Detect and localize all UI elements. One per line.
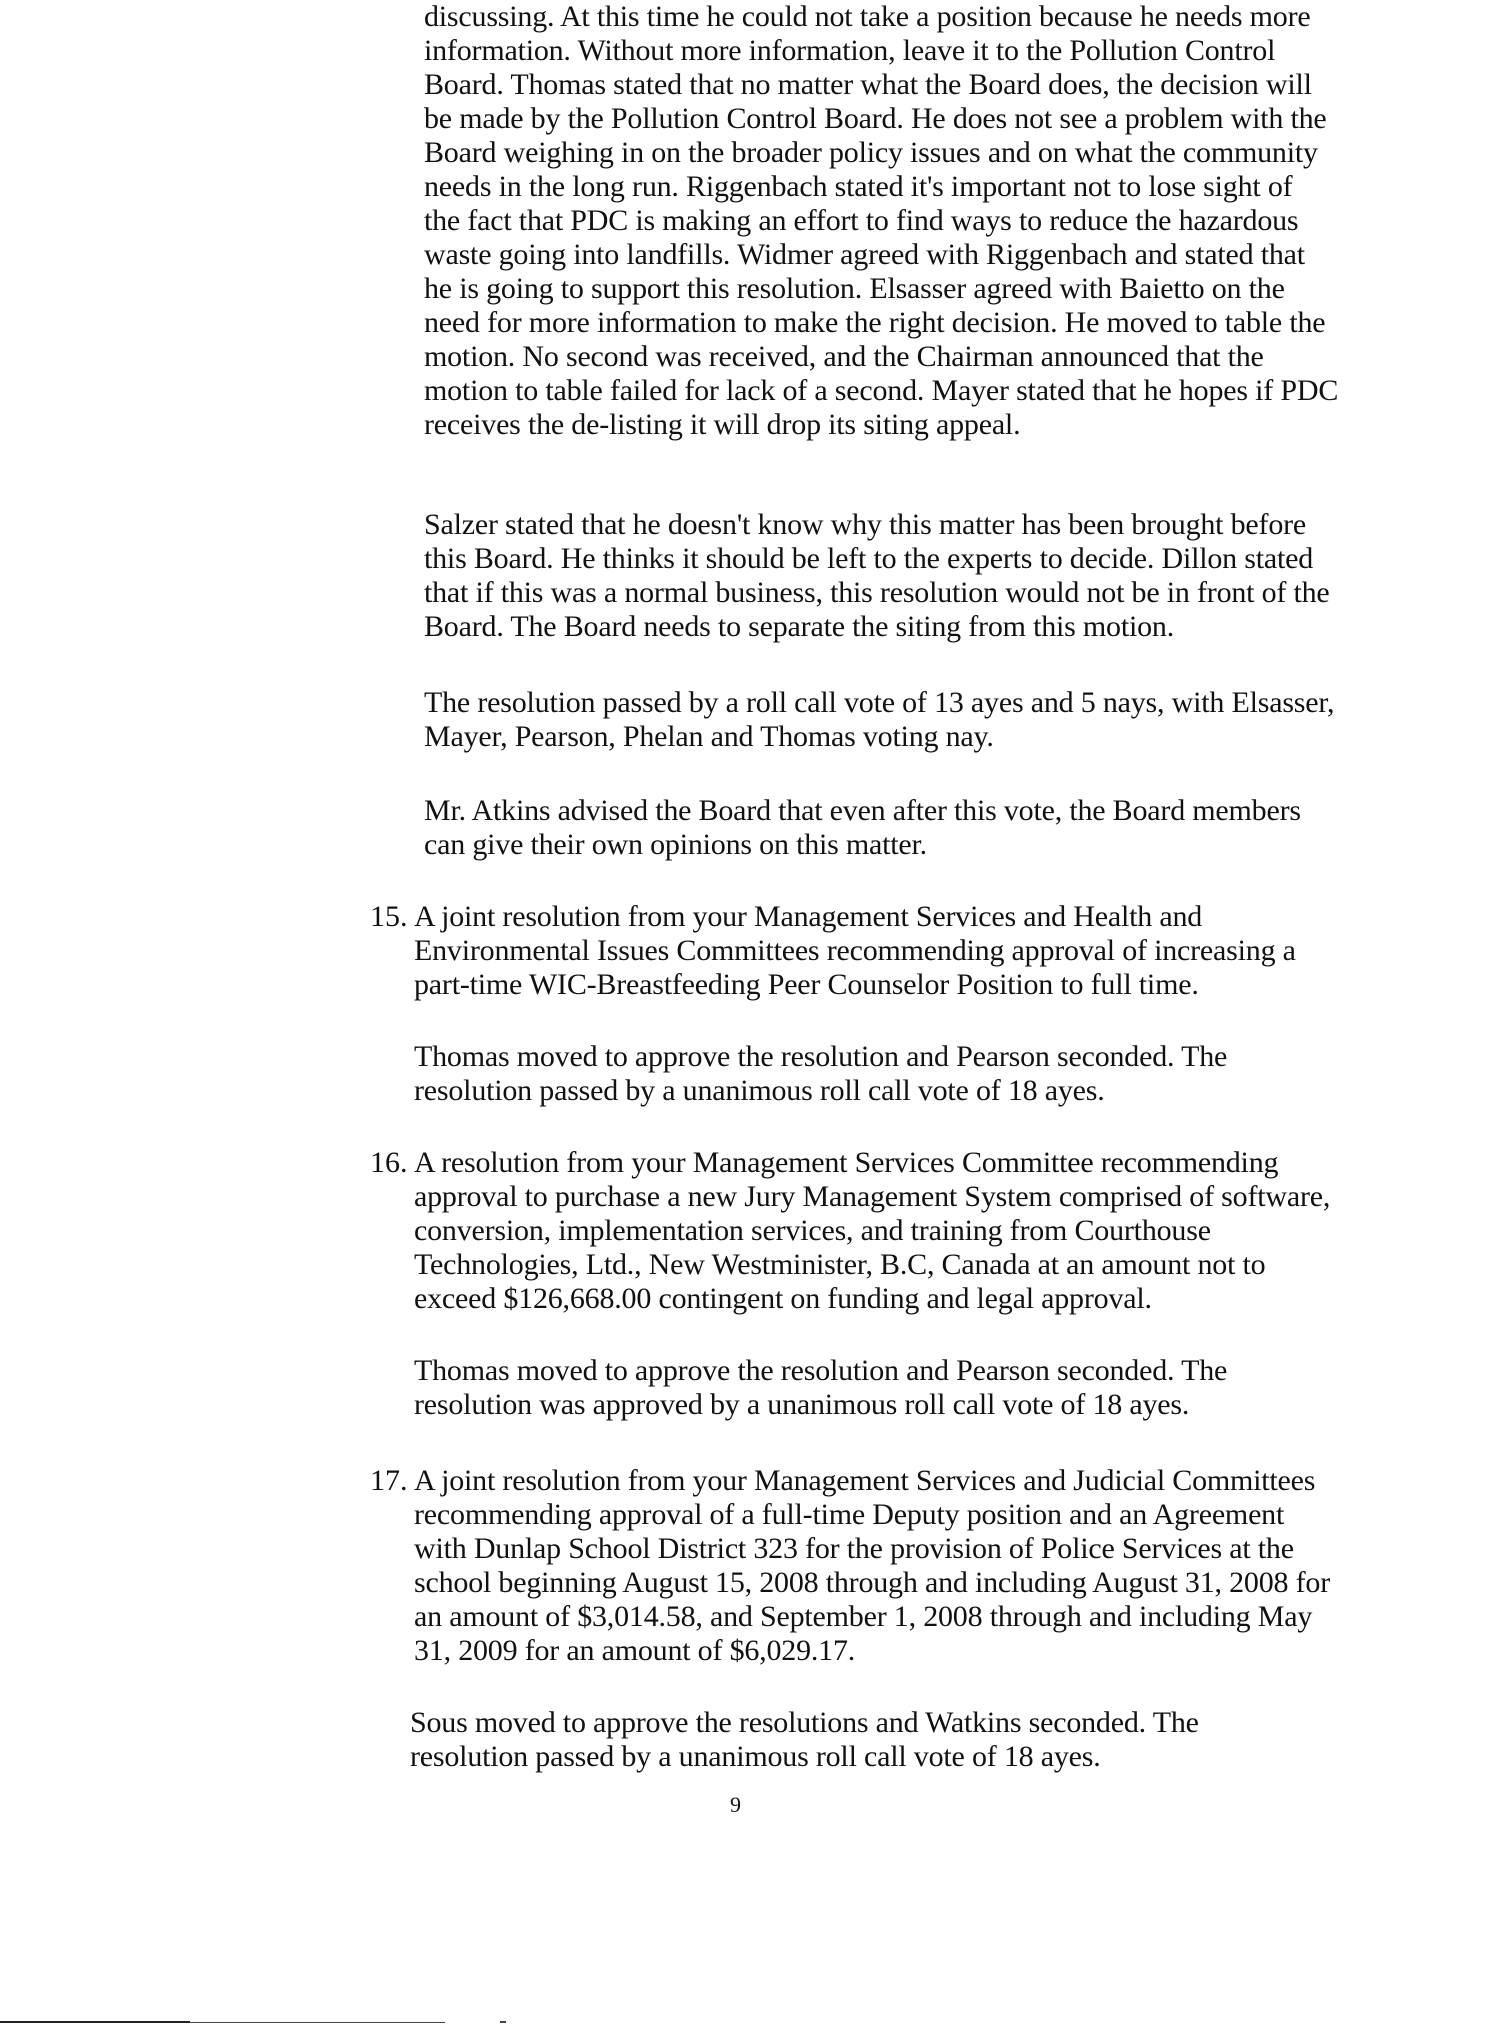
text-line: Board. The Board needs to separate the siting from this motion. [424,610,1175,643]
item-number: 17. [370,1464,408,1497]
text-line: part-time WIC-Breastfeeding Peer Counselor Position to full time. [414,968,1199,1001]
text-line: approval to purchase a new Jury Management System comprised of software, [414,1180,1331,1213]
text-line: can give their own opinions on this matter. [424,828,927,861]
text-line: motion to table failed for lack of a second. Mayer stated that he hopes if PDC [424,374,1339,407]
text-line: Mayer, Pearson, Phelan and Thomas voting nay. [424,720,994,753]
text-line: Salzer stated that he doesn't know why this matter has been brought before [424,508,1307,541]
item-number: 15. [370,900,408,933]
text-line: exceed $126,668.00 contingent on funding and legal approval. [414,1282,1152,1315]
text-line: A joint resolution from your Management Services and Health and [414,900,1203,933]
text-line: this Board. He thinks it should be left to the experts to decide. Dillon stated [424,542,1314,575]
page-number: 9 [730,1792,741,1817]
text-line: 31, 2009 for an amount of $6,029.17. [414,1634,856,1667]
item-number: 16. [370,1146,408,1179]
text-line: receives the de-listing it will drop its siting appeal. [424,408,1021,441]
text-line: conversion, implementation services, and training from Courthouse [414,1214,1211,1247]
text-line: The resolution passed by a roll call vote of 13 ayes and 5 nays, with Elsasser, [424,686,1335,719]
text-line: Board weighing in on the broader policy issues and on what the community [424,136,1318,169]
footer-divider [500,2021,506,2023]
text-line: that if this was a normal business, this resolution would not be in front of the [424,576,1330,609]
text-line: Technologies, Ltd., New Westminister, B.C, Canada at an amount not to [414,1248,1266,1281]
text-line: A resolution from your Management Services Committee recommending [414,1146,1279,1179]
text-line: recommending approval of a full-time Deputy position and an Agreement [414,1498,1285,1531]
text-line: Thomas moved to approve the resolution and Pearson seconded. The [414,1354,1228,1387]
text-line: resolution passed by a unanimous roll call vote of 18 ayes. [410,1740,1101,1773]
text-line: Board. Thomas stated that no matter what the Board does, the decision will [424,68,1312,101]
text-line: he is going to support this resolution. Elsasser agreed with Baietto on the [424,272,1285,305]
footer-divider [190,2022,445,2023]
text-line: need for more information to make the right decision. He moved to table the [424,306,1326,339]
text-line: Environmental Issues Committees recommending approval of increasing a [414,934,1296,967]
text-line: resolution passed by a unanimous roll call vote of 18 ayes. [414,1074,1105,1107]
text-line: discussing. At this time he could not take a position because he needs more [424,0,1311,33]
text-line: A joint resolution from your Management Services and Judicial Committees [414,1464,1316,1497]
text-line: the fact that PDC is making an effort to find ways to reduce the hazardous [424,204,1299,237]
text-line: needs in the long run. Riggenbach stated it's important not to lose sight of [424,170,1293,203]
text-line: waste going into landfills. Widmer agreed with Riggenbach and stated that [424,238,1305,271]
text-line: resolution was approved by a unanimous roll call vote of 18 ayes. [414,1388,1190,1421]
text-line: school beginning August 15, 2008 through and including August 31, 2008 for [414,1566,1330,1599]
text-line: be made by the Pollution Control Board. He does not see a problem with the [424,102,1327,135]
text-line: Sous moved to approve the resolutions and Watkins seconded. The [410,1706,1199,1739]
text-line: with Dunlap School District 323 for the provision of Police Services at the [414,1532,1294,1565]
text-line: Mr. Atkins advised the Board that even after this vote, the Board members [424,794,1301,827]
footer-divider [0,2021,190,2023]
text-line: motion. No second was received, and the Chairman announced that the [424,340,1264,373]
text-line: Thomas moved to approve the resolution and Pearson seconded. The [414,1040,1228,1073]
text-line: information. Without more information, leave it to the Pollution Control [424,34,1276,67]
text-line: an amount of $3,014.58, and September 1, 2008 through and including May [414,1600,1313,1633]
